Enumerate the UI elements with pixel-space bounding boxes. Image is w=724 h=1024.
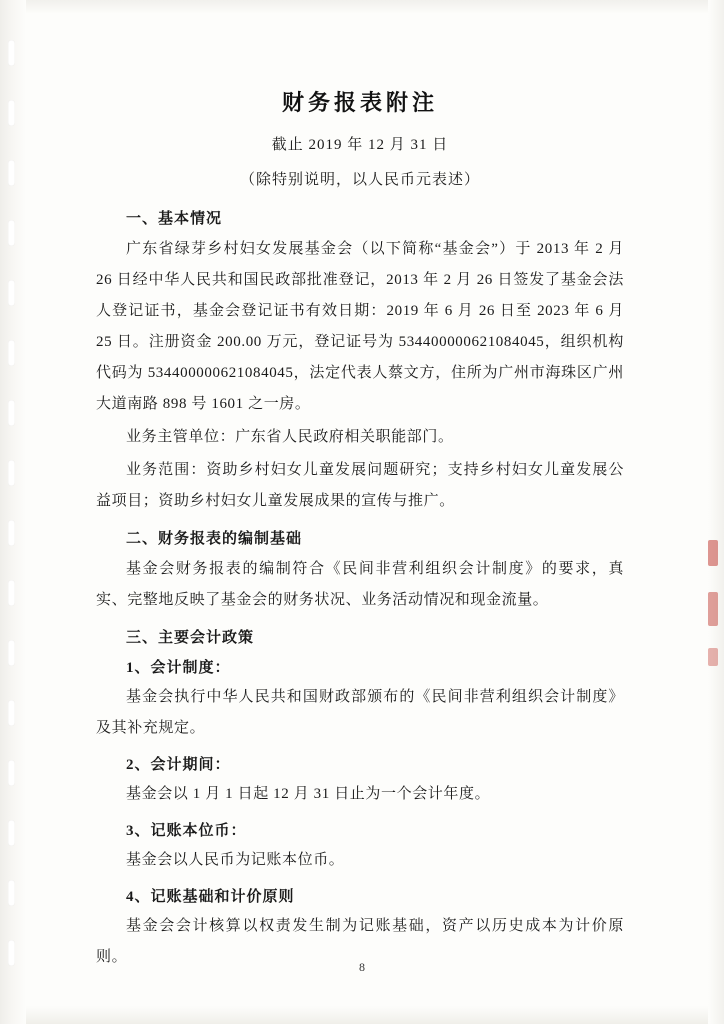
subsection-heading-accounting-system: 1、会计制度： bbox=[126, 660, 231, 676]
subsection-heading-basis-and-valuation: 4、记账基础和计价原则 bbox=[126, 889, 295, 905]
paragraph: 基金会执行中华人民共和国财政部颁布的《民间非营利组织会计制度》及其补充规定。 bbox=[96, 689, 624, 736]
paragraph: 基金会财务报表的编制符合《民间非营利组织会计制度》的要求，真实、完整地反映了基金会的财务状况、业务活动情况和现金流量。 bbox=[96, 561, 624, 608]
section-heading-accounting-policies: 三、主要会计政策 bbox=[126, 630, 255, 646]
page-title: 财务报表附注 bbox=[281, 90, 438, 115]
scan-edge-bottom bbox=[0, 1006, 724, 1024]
scan-edge-top bbox=[0, 0, 724, 14]
document-subtitle: 截止 2019 年 12 月 31 日 bbox=[271, 137, 449, 153]
red-stamp-mark bbox=[708, 540, 718, 566]
paragraph: 业务范围：资助乡村妇女儿童发展问题研究；支持乡村妇女儿童发展公益项目；资助乡村妇女儿童发展成果的宣传与推广。 bbox=[96, 462, 624, 509]
scan-edge-left bbox=[0, 0, 26, 1024]
paragraph: 广东省绿芽乡村妇女发展基金会（以下简称“基金会”）于 2013 年 2 月 26 日经中华人民共和国民政部批准登记，2013 年 2 月 26 日签发了基金会法人登记证书，基金会登记证书有效日期：2019 年 6 月 26 日至 2023 年 6 月 25 日。注册资金 200.00 万元，登记证号为 534400000621084045，组织机构代码为 534400000621084045，法定代表人蔡文方，住所为广州市海珠区广州大道南路 898 号 1601 之一房。 bbox=[96, 241, 624, 412]
paragraph: 基金会以人民币为记账本位币。 bbox=[126, 852, 345, 868]
paragraph: 基金会以 1 月 1 日起 12 月 31 日止为一个会计年度。 bbox=[126, 786, 491, 802]
subsection-heading-accounting-period: 2、会计期间： bbox=[126, 757, 231, 773]
paragraph: 基金会会计核算以权责发生制为记账基础，资产以历史成本为计价原则。 bbox=[96, 918, 624, 965]
red-stamp-mark bbox=[708, 592, 718, 626]
section-heading-basic-info: 一、基本情况 bbox=[126, 211, 223, 227]
scan-edge-right bbox=[708, 0, 724, 1024]
currency-note: （除特别说明，以人民币元表述） bbox=[239, 172, 480, 188]
document-body bbox=[96, 86, 624, 975]
page-number: 8 bbox=[359, 960, 365, 974]
red-stamp-mark bbox=[708, 648, 718, 666]
subsection-heading-reporting-currency: 3、记账本位币： bbox=[126, 823, 247, 839]
section-heading-basis-of-preparation: 二、财务报表的编制基础 bbox=[126, 531, 303, 547]
paragraph: 业务主管单位：广东省人民政府相关职能部门。 bbox=[126, 429, 454, 445]
